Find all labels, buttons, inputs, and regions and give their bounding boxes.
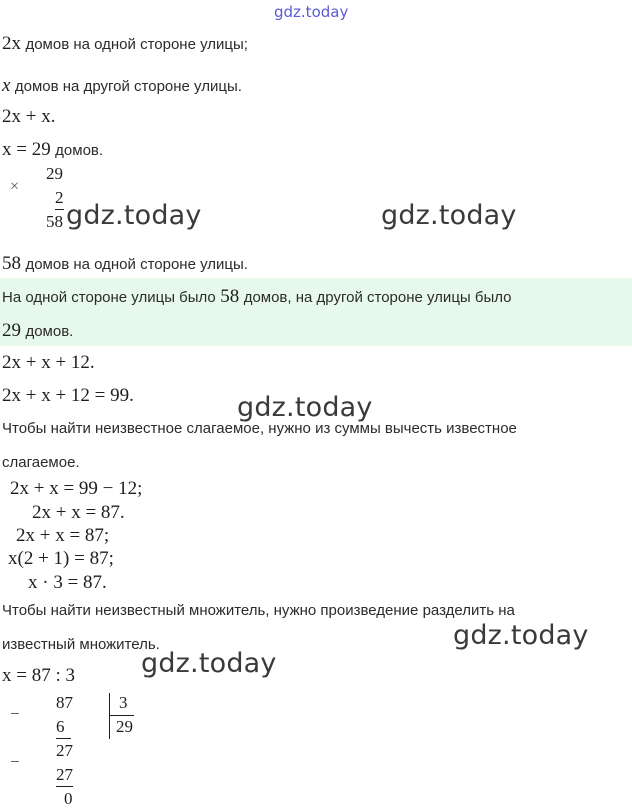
division-quotient: 29 bbox=[116, 717, 133, 736]
math-2x: 2x bbox=[2, 33, 21, 54]
rule-unknown-addend-line1: Чтобы найти неизвестное слагаемое, нужно из суммы вычесть известное bbox=[2, 420, 517, 437]
rule-unknown-addend-line2: слагаемое. bbox=[2, 454, 80, 471]
answer-line-2 bbox=[2, 320, 73, 342]
top-watermark: gdz.today bbox=[274, 3, 349, 21]
expr-2x-plus-x: 2x + x. bbox=[2, 106, 56, 127]
equation-step-3: 2x + x = 87; bbox=[16, 525, 110, 546]
watermark-4: gdz.today bbox=[453, 620, 589, 651]
rule-unknown-factor-line1: Чтобы найти неизвестный множитель, нужно произведение разделить на bbox=[2, 602, 515, 619]
answer-text-c: домов. bbox=[25, 323, 74, 340]
math-58: 58 bbox=[2, 253, 21, 274]
mult-result: 58 bbox=[46, 212, 63, 231]
line-x-equals-29 bbox=[2, 139, 103, 161]
division-dividend: 87 bbox=[56, 693, 73, 712]
division-minus-1: − bbox=[10, 704, 20, 723]
watermark-3: gdz.today bbox=[237, 392, 373, 423]
equation-step-5: x · 3 = 87. bbox=[28, 572, 107, 593]
answer-text-b: домов, на другой стороне улицы было bbox=[243, 289, 512, 306]
text-one-side: домов на одной стороне улицы; bbox=[25, 36, 248, 53]
mult-factor-b: 2 bbox=[55, 188, 64, 210]
answer-line-1 bbox=[2, 286, 512, 308]
math-x-eq-29: x = 29 bbox=[2, 139, 51, 160]
line-58-houses bbox=[2, 253, 248, 275]
answer-text-a: На одной стороне улицы было bbox=[2, 289, 216, 306]
division-subtrahend-1: 6 bbox=[56, 717, 71, 739]
equation-2x-x-12-99: 2x + x + 12 = 99. bbox=[2, 385, 134, 406]
equation-step-4: x(2 + 1) = 87; bbox=[8, 548, 114, 569]
line-houses-one-side bbox=[2, 33, 248, 55]
line-houses-other-side bbox=[2, 75, 242, 97]
watermark-2: gdz.today bbox=[381, 200, 517, 231]
equation-step-1: 2x + x = 99 − 12; bbox=[10, 478, 143, 499]
watermark-1: gdz.today bbox=[66, 200, 202, 231]
text-other-side: домов на другой стороне улицы. bbox=[14, 78, 242, 95]
watermark-5: gdz.today bbox=[141, 648, 277, 679]
division-remainder-final: 0 bbox=[64, 789, 73, 808]
division-horizontal-bar bbox=[110, 715, 134, 716]
division-vertical-bar bbox=[109, 693, 110, 739]
answer-num-58: 58 bbox=[220, 286, 240, 307]
division-subtrahend-2: 27 bbox=[56, 765, 73, 787]
division-divisor: 3 bbox=[119, 693, 128, 712]
multiply-sign: × bbox=[10, 178, 20, 195]
division-remainder-1: 27 bbox=[56, 741, 73, 760]
division-minus-2: − bbox=[10, 752, 20, 771]
answer-num-29: 29 bbox=[2, 320, 21, 341]
rule-unknown-factor-line2: известный множитель. bbox=[2, 636, 160, 653]
text-58-houses: домов на одной стороне улицы. bbox=[25, 256, 248, 273]
equation-x-87-div-3: x = 87 : 3 bbox=[2, 665, 75, 686]
mult-factor-a: 29 bbox=[46, 164, 63, 183]
text-houses: домов. bbox=[55, 142, 104, 159]
equation-step-2: 2x + x = 87. bbox=[32, 502, 125, 523]
expr-2x-x-12: 2x + x + 12. bbox=[2, 352, 95, 373]
math-x: x bbox=[2, 75, 11, 96]
